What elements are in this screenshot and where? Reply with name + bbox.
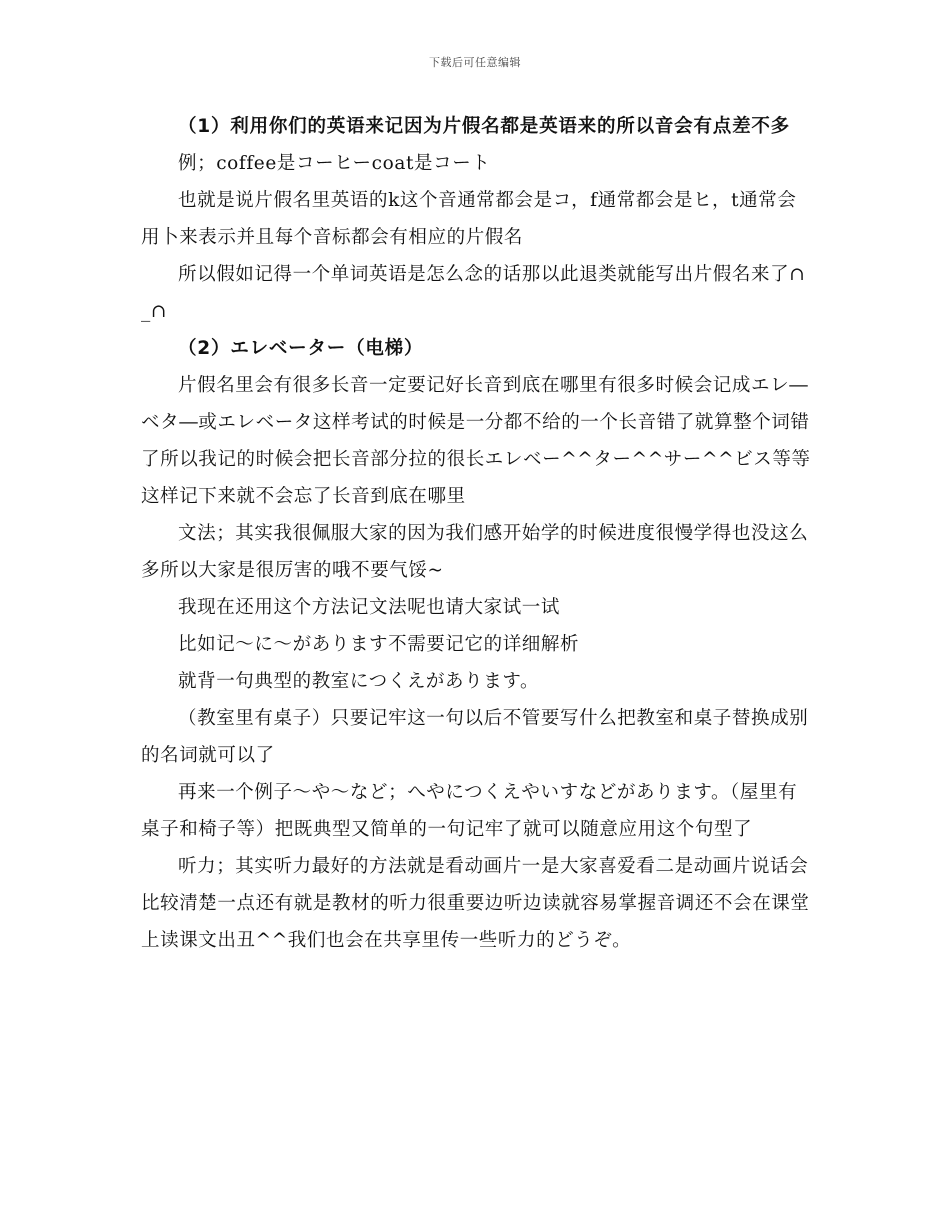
paragraph: 片假名里会有很多长音一定要记好长音到底在哪里有很多时候会记成エレ―ベタ―或エレベータ这样考试的时候是一分都不给的一个长音错了就算整个词错了所以我记的时候会把长音部分拉的很长エレベー^^ター^^サー^^ビス等等这样记下来就不会忘了长音到底在哪里: [141, 375, 811, 507]
paragraph: 比如记～に～があります不需要记它的详细解析: [178, 634, 580, 655]
paragraph: 所以假如记得一个单词英语是怎么念的话那以此退类就能写出片假名来了∩_∩: [141, 264, 806, 322]
paragraph: 再来一个例子～や～など；へやにつくえやいすなどがあります。（屋里有桌子和椅子等）把既典型又简单的一句记牢了就可以随意应用这个句型了: [141, 782, 798, 840]
paragraph: 我现在还用这个方法记文法呢也请大家试一试: [178, 597, 561, 618]
page-header-note: 下载后可任意编辑: [429, 56, 521, 69]
section-heading-2: （2）エレベーター（电梯）: [178, 338, 424, 359]
paragraph: （教室里有桌子）只要记牢这一句以后不管要写什么把教室和桌子替换成别的名词就可以了: [141, 708, 809, 766]
paragraph-example: 例；coffee是コーヒーcoat是コート: [178, 153, 491, 174]
paragraph: 也就是说片假名里英语的k这个音通常都会是コ，f通常都会是ヒ，t通常会用卜来表示并且每个音标都会有相应的片假名: [141, 190, 797, 248]
paragraph: 听力；其实听力最好的方法就是看动画片一是大家喜爱看二是动画片说话会比较清楚一点还有就是教材的听力很重要边听边读就容易掌握音调还不会在课堂上读课文出丑^^我们也会在共享里传一些听力的どうぞ。: [141, 856, 810, 951]
paragraph: 就背一句典型的教室につくえがあります。: [178, 671, 540, 692]
section-heading-1: （1）利用你们的英语来记因为片假名都是英语来的所以音会有点差不多: [178, 116, 790, 137]
paragraph: 文法；其实我很佩服大家的因为我们感开始学的时候进度很慢学得也没这么多所以大家是很厉害的哦不要气馁~: [141, 523, 809, 581]
document-body: [141, 108, 815, 959]
